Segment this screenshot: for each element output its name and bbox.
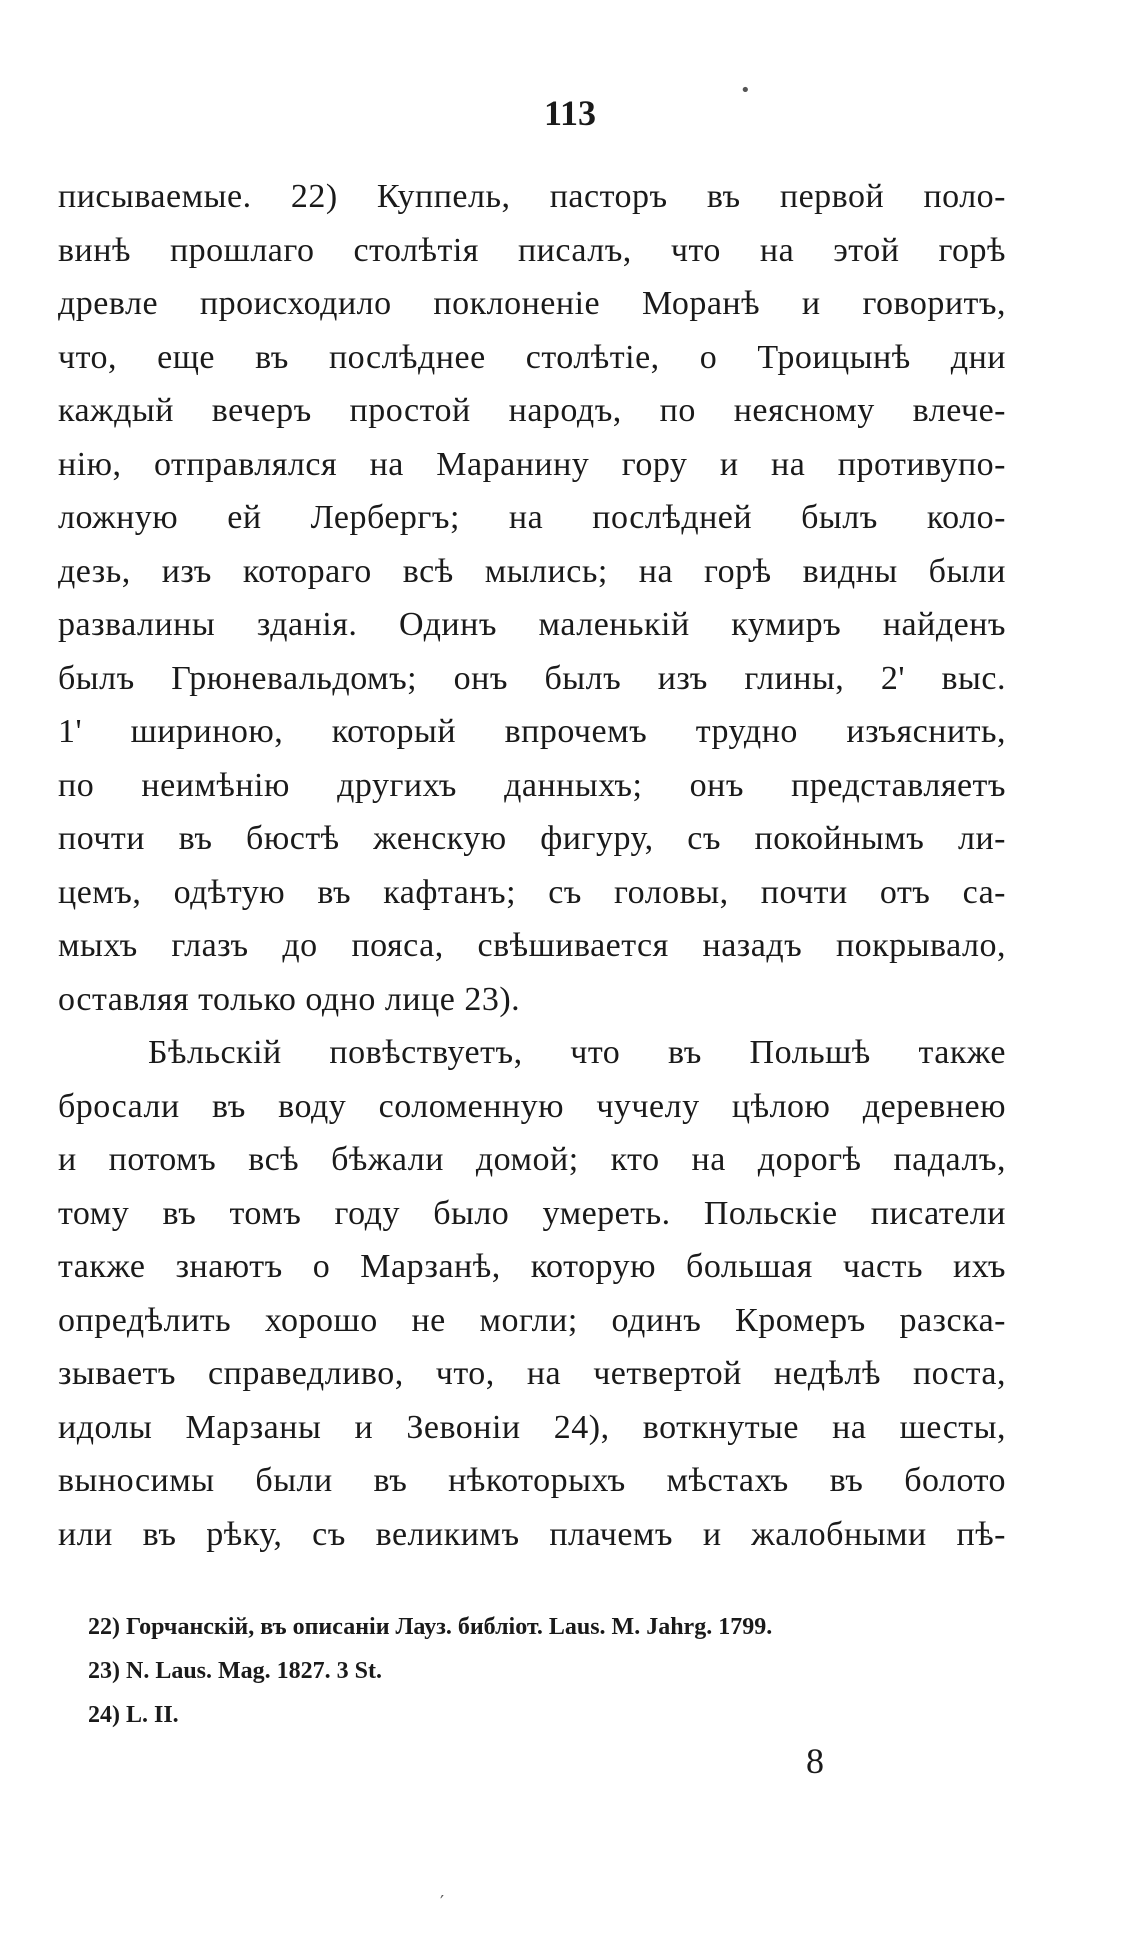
footnote: 24) L. II.	[88, 1702, 179, 1728]
text-line: почти въ бюстѣ женскую фигуру, съ покойнымъ ли-	[58, 820, 1006, 857]
text-line: зываетъ справедливо, что, на четвертой недѣлѣ поста,	[58, 1355, 1006, 1392]
print-speck: ′	[440, 1892, 445, 1913]
text-line: 1' шириною, который впрочемъ трудно изъяснить,	[58, 713, 1006, 750]
text-line: оставляя только одно лице 23).	[58, 980, 521, 1018]
print-speck: •	[740, 80, 751, 101]
text-line: развалины зданія. Одинъ маленькій кумиръ найденъ	[58, 606, 1006, 643]
footnotes	[88, 1605, 1008, 1737]
text-line: каждый вечеръ простой народъ, по неясному влече-	[58, 392, 1006, 429]
text-line: писываемые. 22) Куппель, пасторъ въ первой поло-	[58, 178, 1006, 215]
page-number: 113	[543, 93, 596, 133]
body-text	[58, 170, 1006, 1561]
text-line: былъ Грюневальдомъ; онъ былъ изъ глины, 2' выс.	[58, 659, 1006, 697]
text-line: также знаютъ о Марзанѣ, которую большая часть ихъ	[58, 1248, 1006, 1285]
text-line: нію, отправлялся на Маранину гору и на противупо-	[58, 445, 1006, 483]
text-line: древле происходило поклоненіе Моранѣ и говоритъ,	[58, 285, 1006, 322]
footnote: 22) Горчанскій, въ описаніи Лауз. библіот. Laus. M. Jahrg. 1799.	[88, 1614, 773, 1640]
text-line: ложную ей Лербергъ; на послѣдней былъ коло-	[58, 499, 1006, 536]
text-line: по неимѣнію другихъ данныхъ; онъ представляетъ	[58, 766, 1006, 804]
text-line: мыхъ глазъ до пояса, свѣшивается назадъ покрывало,	[58, 927, 1006, 964]
text-line: выносимы были въ нѣкоторыхъ мѣстахъ въ болото	[58, 1462, 1006, 1499]
text-line: бросали въ воду соломенную чучелу цѣлою деревнею	[58, 1087, 1006, 1125]
text-line: цемъ, одѣтую въ кафтанъ; съ головы, почти отъ са-	[58, 873, 1006, 911]
text-line: дезь, изъ котораго всѣ мылись; на горѣ видны были	[58, 552, 1006, 590]
text-line: опредѣлить хорошо не могли; одинъ Кромеръ разска-	[58, 1301, 1006, 1339]
text-line: тому въ томъ году было умереть. Польскіе писатели	[58, 1194, 1006, 1232]
text-line: винѣ прошлаго столѣтія писалъ, что на этой горѣ	[58, 231, 1006, 269]
text-line: идолы Марзаны и Зевоніи 24), воткнутые на шесты,	[58, 1408, 1006, 1446]
text-line: и потомъ всѣ бѣжали домой; кто на дорогѣ падалъ,	[58, 1141, 1006, 1178]
signature-mark: 8	[806, 1741, 824, 1781]
text-line: что, еще въ послѣднее столѣтіе, о Троицынѣ дни	[58, 338, 1006, 376]
text-line: или въ рѣку, съ великимъ плачемъ и жалобными пѣ-	[58, 1515, 1006, 1553]
text-line: Бѣльскій повѣствуетъ, что въ Польшѣ также	[148, 1034, 1006, 1071]
footnote: 23) N. Laus. Mag. 1827. 3 St.	[88, 1658, 383, 1684]
